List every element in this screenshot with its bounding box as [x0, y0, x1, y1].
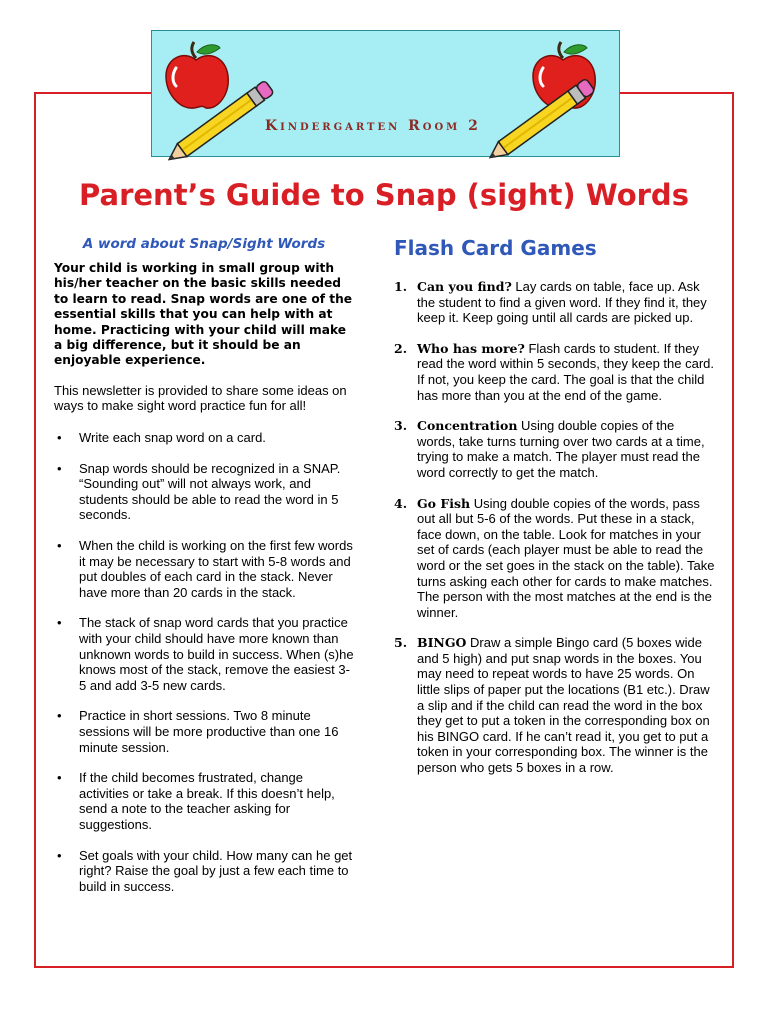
- game-name: Go Fish: [417, 495, 471, 511]
- game-number: 1.: [394, 279, 408, 294]
- list-item: [54, 538, 354, 600]
- list-item: [54, 461, 354, 523]
- intro-paragraph: Your child is working in small group with his/her teacher on the basic skills needed to learn to read. Snap words are one of the essential skills that you can help with at home. Practicing with your child will make a big difference, but it should be an enjoyable experience.: [54, 261, 353, 368]
- game-item: [394, 341, 716, 403]
- games-heading: Flash Card Games: [394, 236, 597, 260]
- game-number: 5.: [394, 635, 408, 651]
- games-list: [394, 279, 716, 776]
- right-column: [394, 236, 716, 791]
- bullet-icon: •: [57, 615, 62, 631]
- game-item: [394, 418, 716, 480]
- bullet-icon: •: [57, 460, 62, 476]
- tips-list: [54, 430, 354, 894]
- left-column: [54, 236, 354, 909]
- game-name: BINGO: [417, 635, 467, 651]
- game-description: Lay cards on table, face up. Ask the student to find a given word. If they find it, they keep it. Keep going until all cards are picked up.: [417, 279, 707, 326]
- apple-pencil-icon: [160, 38, 280, 162]
- list-item-text: The stack of snap word cards that you practice with your child should have more known than unknown words to build in success. When (s)he knows most of the stack, remove the easiest 3-5 and add 3-5 new cards.: [79, 615, 354, 693]
- list-item-text: If the child becomes frustrated, change activities or take a break. If this doesn’t help, send a note to the teacher asking for suggestions.: [79, 770, 335, 832]
- game-name: Concentration: [417, 418, 518, 434]
- list-item: [54, 848, 354, 895]
- apple-pencil-icon: [487, 38, 607, 162]
- game-item: [394, 635, 716, 775]
- list-item: [54, 770, 354, 832]
- list-item-text: Set goals with your child. How many can he get right? Raise the goal by just a few each time to build in success.: [79, 847, 353, 894]
- game-name: Can you find?: [417, 279, 512, 294]
- bullet-icon: •: [57, 430, 62, 446]
- game-item: [394, 496, 716, 621]
- banner-title: Kindergarten Room 2: [265, 118, 481, 134]
- bullet-icon: •: [57, 770, 62, 786]
- list-item: [54, 430, 354, 446]
- bullet-icon: •: [57, 538, 62, 553]
- list-item-text: When the child is working on the first few words it may be necessary to start with 5-8 words and put doubles of each card in the stack. Never have more than 20 cards in the stack.: [79, 538, 353, 600]
- page-title: Parent’s Guide to Snap (sight) Words: [79, 178, 689, 212]
- list-item: [54, 708, 354, 755]
- bullet-icon: •: [57, 847, 62, 863]
- game-description: Using double copies of the words, take turns turning over two cards at a time, trying to make a match. The player must read the word correctly to get the match.: [417, 418, 705, 480]
- list-item-text: Practice in short sessions. Two 8 minute sessions will be more productive than one 16 minute session.: [79, 708, 339, 755]
- list-item: [54, 615, 354, 693]
- game-item: [394, 279, 716, 326]
- game-description: Flash cards to student. If they read the word within 5 seconds, they keep the card. If not, you keep the card. The goal is that the child has more than you at the end of the game.: [417, 340, 715, 403]
- apple-icon: [166, 42, 228, 108]
- list-item-text: Snap words should be recognized in a SNAP. “Sounding out” will not always work, and students should be able to read the word in 5 seconds.: [79, 460, 341, 523]
- section-heading: A word about Snap/Sight Words: [82, 236, 326, 252]
- list-item-text: Write each snap word on a card.: [79, 430, 266, 446]
- game-number: 2.: [394, 340, 408, 356]
- bullet-icon: •: [57, 708, 62, 724]
- game-description: Draw a simple Bingo card (5 boxes wide and 5 high) and put snap words in the boxes. You may need to repeat words to have 25 words. On little slips of paper put the locations (B1 etc.). Draw a slip and if the child can read the word in the box they get to put a token in the corresponding box on his BINGO card. If he can’t read it, you get to put a token in your corresponding box. The winner is the person who gets 5 boxes in a row.: [417, 635, 710, 776]
- game-number: 3.: [394, 418, 408, 434]
- game-name: Who has more?: [417, 340, 525, 356]
- game-description: Using double copies of the words, pass out all but 5-6 of the words. Put these in a stack, face down, on the table. Look for matches in your set of cards (each player must be able to read the word or the set goes in the stack on the table). Take turns asking each other for cards to make matches. The person with the most matches at the end is the winner.: [417, 495, 715, 620]
- game-number: 4.: [394, 495, 408, 511]
- newsletter-paragraph: This newsletter is provided to share some ideas on ways to make sight word practice fun for all!: [54, 382, 347, 414]
